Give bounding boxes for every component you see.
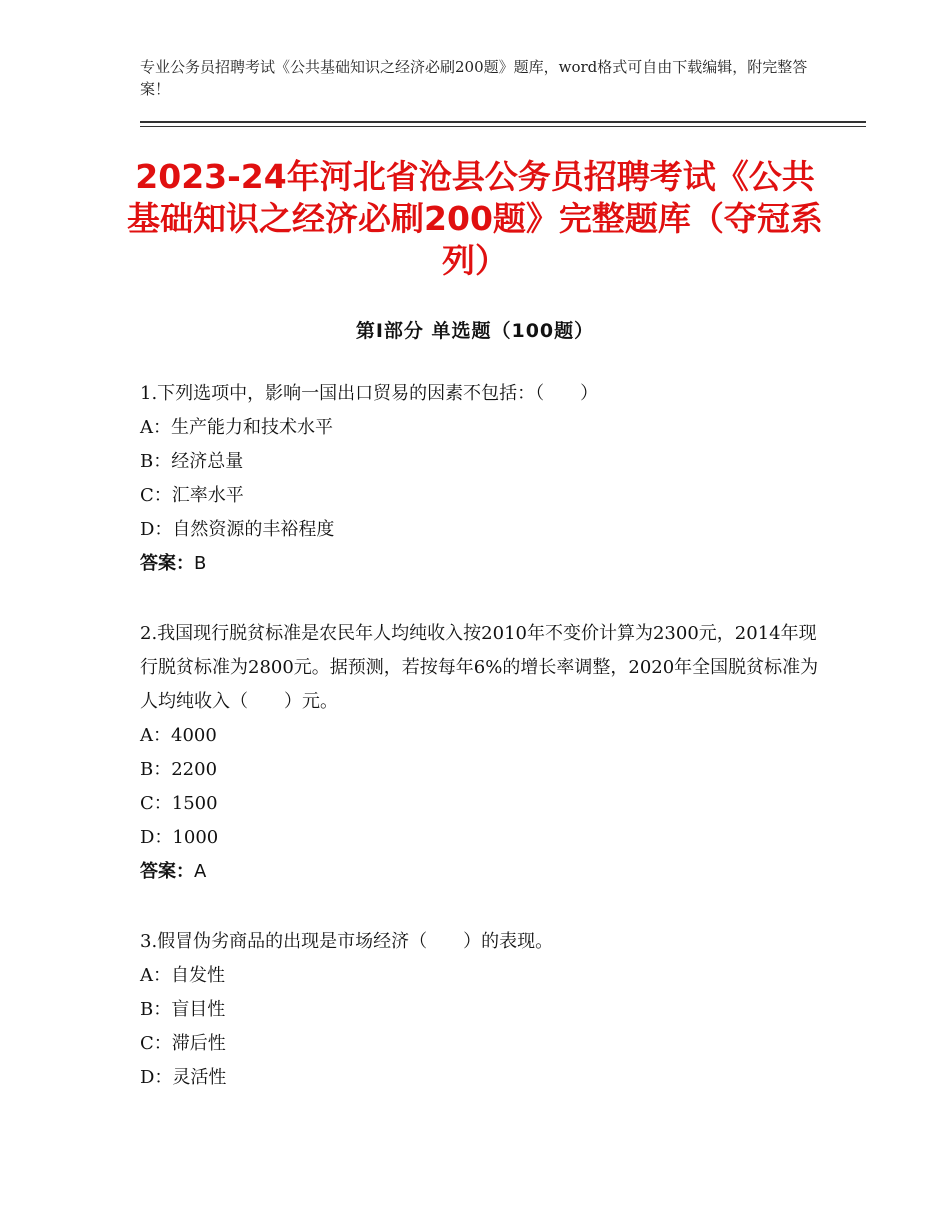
option-c: C：1500	[140, 793, 218, 814]
answer-label: 答案：	[140, 553, 194, 574]
question-stem: 3.假冒伪劣商品的出现是市场经济（ ）的表现。	[140, 931, 554, 952]
document-title: 2023-24年河北省沧县公务员招聘考试《公共基础知识之经济必刷200题》完整题库（夺冠系列）	[127, 157, 823, 280]
option-b: B：2200	[140, 759, 218, 780]
header-divider-thick	[140, 121, 866, 123]
answer-label: 答案：	[140, 861, 194, 882]
section-heading: 第Ⅰ部分 单选题（100题）	[355, 320, 595, 342]
answer-value: A	[194, 861, 207, 882]
question-2	[140, 617, 820, 889]
option-d: D：灵活性	[140, 1067, 227, 1088]
option-a: A：自发性	[140, 965, 225, 986]
question-stem: 2.我国现行脱贫标准是农民年人均纯收入按2010年不变价计算为2300元，2014年现行脱贫标准为2800元。据预测，若按每年6%的增长率调整，2020年全国脱贫标准为人均纯收入（ ）元。	[140, 623, 819, 712]
header-note: 专业公务员招聘考试《公共基础知识之经济必刷200题》题库，word格式可自由下载编辑，附完整答案！	[140, 58, 808, 98]
option-b: B：盲目性	[140, 999, 226, 1020]
option-a: A：生产能力和技术水平	[140, 417, 333, 438]
answer-line	[140, 855, 820, 889]
option-c: C：汇率水平	[140, 485, 244, 506]
option-d: D：1000	[140, 827, 219, 848]
answer-line	[140, 547, 820, 581]
question-3	[140, 925, 820, 1095]
option-c: C：滞后性	[140, 1033, 226, 1054]
question-1	[140, 377, 820, 581]
header-divider-thin	[140, 126, 866, 127]
option-d: D：自然资源的丰裕程度	[140, 519, 335, 540]
option-a: A：4000	[140, 725, 217, 746]
question-stem: 1.下列选项中，影响一国出口贸易的因素不包括：（ ）	[140, 383, 599, 404]
option-b: B：经济总量	[140, 451, 244, 472]
answer-value: B	[194, 553, 207, 574]
